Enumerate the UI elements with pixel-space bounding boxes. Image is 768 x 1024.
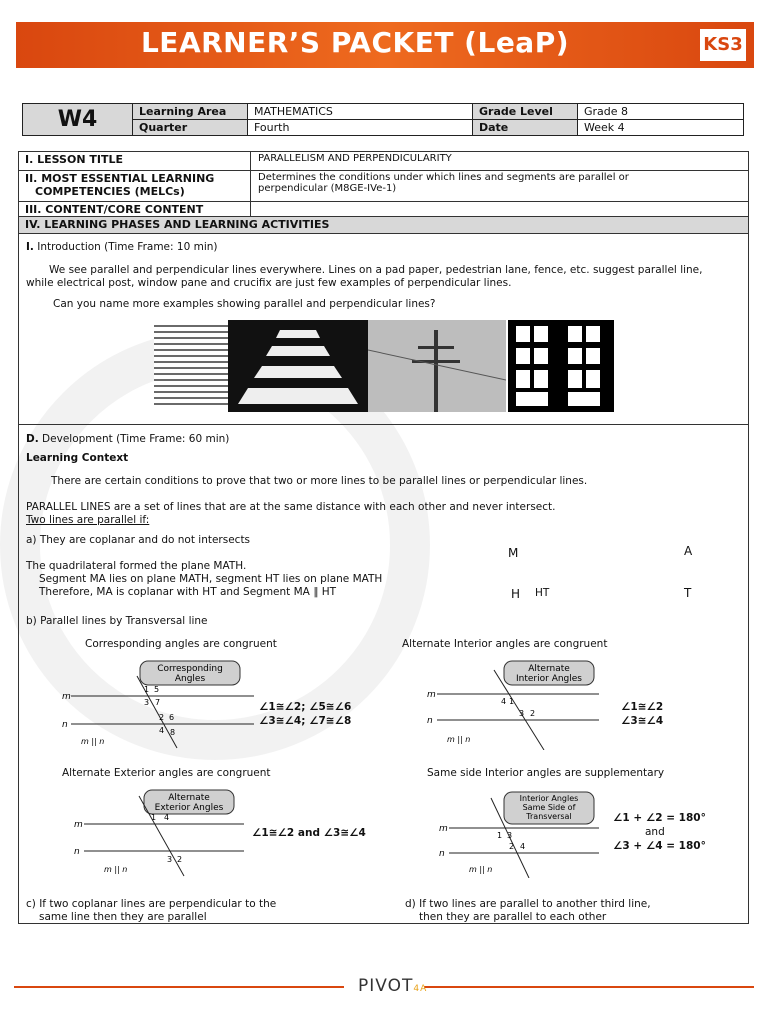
angle-2: 2 [177, 855, 183, 864]
angle-1: 1 [497, 831, 503, 840]
week-cell: W4 [23, 104, 133, 136]
angle-7: 7 [155, 698, 161, 707]
footer-rule-left [14, 986, 344, 988]
point-h: H [511, 587, 521, 601]
angle-3: 3 [507, 831, 513, 840]
angle-2: 2 [530, 709, 536, 718]
pivot-suffix: 4A [413, 984, 428, 994]
point-m: M [508, 546, 519, 560]
condition-d-line1: d) If two lines are parallel to another third line, [405, 898, 651, 910]
angle-1: 1 [151, 813, 157, 822]
lesson-body [18, 151, 749, 924]
label-n: n [427, 716, 433, 726]
intro-p1-line1: We see parallel and perpendicular lines everywhere. Lines on a pad paper, pedestrian lane, fence, etc. suggest parallel line, [49, 264, 703, 276]
lesson-title-label: I. LESSON TITLE [19, 152, 251, 170]
dev-heading-text: Development (Time Frame: 60 min) [38, 433, 230, 445]
corresponding-caption: Corresponding angles are congruent [85, 638, 277, 650]
learning-context: Learning Context [26, 452, 129, 464]
angle-4: 4 [159, 726, 165, 735]
angle-3: 3 [167, 855, 173, 864]
angle-2: 2 [159, 713, 165, 722]
label-n: n [62, 720, 68, 730]
melc-label [19, 171, 251, 201]
date-value: Week 4 [578, 120, 744, 136]
dev-p3: Two lines are parallel if: [26, 514, 150, 526]
melc-label-line-1: II. MOST ESSENTIAL LEARNING [25, 172, 215, 185]
melc-value [252, 171, 748, 195]
condition-d-line2: then they are parallel to each other [419, 911, 607, 923]
banner-title: LEARNER’S PACKET (LeaP) [140, 26, 570, 59]
label-m: m [439, 824, 448, 834]
corr-eq-2: ∠3≅∠4; ∠7≅∠8 [259, 715, 352, 727]
point-ht: HT [535, 587, 550, 599]
label-m: m [74, 820, 83, 830]
angle-3: 3 [519, 709, 525, 718]
header-banner [16, 22, 754, 68]
dev-p2: PARALLEL LINES are a set of lines that are at the same distance with each other and never intersect. [26, 501, 556, 513]
lesson-title-row [19, 152, 748, 171]
condition-b: b) Parallel lines by Transversal line [26, 615, 208, 627]
angle-2: 2 [509, 842, 515, 851]
condition-a: a) They are coplanar and do not intersects [26, 534, 251, 546]
fig-label-1: Alternate [168, 793, 210, 803]
ss-eq-2: ∠3 + ∠4 = 180° [613, 840, 706, 852]
date-label: Date [473, 120, 578, 136]
footer-rule-right [424, 986, 754, 988]
intro-heading-letter: I. [26, 241, 34, 253]
ai-eq-1: ∠1≅∠2 [621, 701, 664, 713]
quad-line-3: Therefore, MA is coplanar with HT and Segment MA ∥ HT [39, 586, 337, 598]
pivot-brand: PIVOT [358, 976, 414, 996]
pivot-logo [358, 976, 427, 996]
angle-4: 4 [164, 813, 170, 822]
content-label: III. CONTENT/CORE CONTENT [19, 202, 251, 216]
ai-eq-2: ∠3≅∠4 [621, 715, 664, 727]
window-pane-image [508, 320, 614, 412]
intro-question: Can you name more examples showing parallel and perpendicular lines? [53, 298, 436, 310]
pad-paper-image [154, 320, 228, 412]
label-n: n [439, 849, 445, 859]
learning-area-label: Learning Area [133, 104, 248, 120]
point-t: T [684, 586, 692, 600]
angle-4: 4 [520, 842, 526, 851]
angle-6: 6 [169, 713, 175, 722]
alternate-exterior-figure [69, 788, 254, 878]
m-parallel-n: m || n [81, 737, 105, 746]
angle-1: 1 [144, 685, 150, 694]
m-parallel-n: m || n [469, 865, 493, 874]
learning-area-value: MATHEMATICS [248, 104, 473, 120]
content-row [19, 202, 748, 217]
label-m: m [427, 690, 436, 700]
label-m: m [62, 692, 71, 702]
intro-p1-line2: while electrical post, window pane and crucifix are just few examples of perpendicular lines. [26, 277, 512, 289]
same-side-interior-figure [429, 788, 609, 878]
m-parallel-n: m || n [104, 865, 128, 874]
ss-and: and [645, 826, 665, 838]
ae-eq: ∠1≅∠2 and ∠3≅∠4 [252, 827, 366, 839]
dev-heading [26, 433, 229, 445]
fig-label-2: Interior Angles [516, 674, 582, 684]
dev-p1: There are certain conditions to prove that two or more lines to be parallel lines or perpendicular lines. [51, 475, 588, 487]
ss-eq-1: ∠1 + ∠2 = 180° [613, 812, 706, 824]
quad-line-2: Segment MA lies on plane MATH, segment HT lies on plane MATH [39, 573, 383, 585]
melc-row [19, 171, 748, 202]
fig-label-1: Interior Angles [519, 794, 579, 803]
condition-c-line1: c) If two coplanar lines are perpendicular to the [26, 898, 277, 910]
ks3-badge: KS3 [700, 29, 746, 61]
melc-label-line-2: COMPETENCIES (MELCs) [35, 185, 185, 198]
point-a: A [684, 544, 693, 558]
intro-heading [26, 241, 217, 253]
grade-level-value: Grade 8 [578, 104, 744, 120]
same-side-caption: Same side Interior angles are supplementary [427, 767, 665, 779]
content-value [252, 202, 748, 204]
intro-heading-text: Introduction (Time Frame: 10 min) [33, 241, 218, 253]
corresponding-angles-figure [59, 658, 264, 750]
melc-line-1: Determines the conditions under which lines and segments are parallel or [258, 172, 629, 183]
alt-exterior-caption: Alternate Exterior angles are congruent [62, 767, 271, 779]
m-parallel-n: m || n [447, 735, 471, 744]
dev-heading-letter: D. [26, 433, 39, 445]
fig-label-3: Transversal [526, 812, 572, 821]
angle-1: 1 [509, 697, 515, 706]
grade-level-label: Grade Level [473, 104, 578, 120]
section-divider [19, 424, 748, 425]
quarter-label: Quarter [133, 120, 248, 136]
angle-4: 4 [501, 697, 507, 706]
fig-label-1: Alternate [528, 664, 570, 674]
pedestrian-lane-image [228, 320, 368, 412]
condition-c-line2: same line then they are parallel [39, 911, 207, 923]
lesson-title-value: PARALLELISM AND PERPENDICULARITY [258, 153, 452, 164]
fig-label-1: Corresponding [157, 664, 223, 674]
phases-heading: IV. LEARNING PHASES AND LEARNING ACTIVITIES [19, 217, 748, 234]
angle-5: 5 [154, 685, 160, 694]
fig-label-2: Exterior Angles [154, 803, 224, 813]
quad-line-1: The quadrilateral formed the plane MATH. [26, 560, 247, 572]
alt-interior-caption: Alternate Interior angles are congruent [402, 638, 608, 650]
info-table [22, 103, 744, 136]
corr-eq-1: ∠1≅∠2; ∠5≅∠6 [259, 701, 352, 713]
alternate-interior-figure [419, 658, 609, 750]
angle-8: 8 [170, 728, 176, 737]
melc-line-2: perpendicular (M8GE-IVe-1) [258, 183, 397, 194]
quarter-value: Fourth [248, 120, 473, 136]
label-n: n [74, 847, 80, 857]
angle-3: 3 [144, 698, 150, 707]
fig-label-2: Angles [174, 674, 206, 684]
fig-label-2: Same Side of [522, 803, 576, 812]
electrical-post-image [368, 320, 506, 412]
